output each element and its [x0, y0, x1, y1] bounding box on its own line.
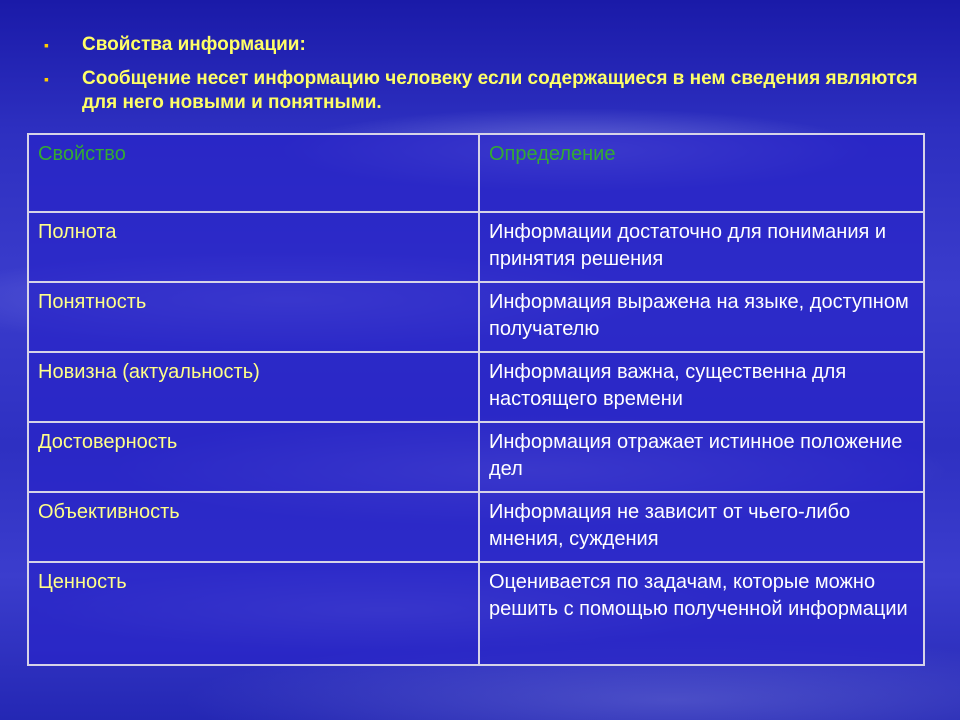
definition-cell: Информации достаточно для понимания и принятия решения: [479, 212, 924, 282]
property-cell: Полнота: [28, 212, 479, 282]
definition-cell: Информация выражена на языке, доступном получателю: [479, 282, 924, 352]
properties-table: [27, 133, 925, 666]
header-definition: Определение: [479, 134, 924, 212]
definition-cell: Оценивается по задачам, которые можно решить с помощью полученной информации: [479, 562, 924, 665]
table-row: [28, 422, 924, 492]
header-property: Свойство: [28, 134, 479, 212]
table-row: [28, 562, 924, 665]
property-cell: Ценность: [28, 562, 479, 665]
bullet-item-message: [40, 67, 920, 115]
bullet-text: Сообщение несет информацию человеку если содержащиеся в нем сведения являются для него новыми и понятными.: [82, 68, 918, 113]
property-cell: Новизна (актуальность): [28, 352, 479, 422]
square-bullet-icon: ▪: [44, 71, 49, 87]
table-row: [28, 352, 924, 422]
property-cell: Объективность: [28, 492, 479, 562]
bullet-item-properties-title: [40, 33, 920, 57]
definition-cell: Информация важна, существенна для настоящего времени: [479, 352, 924, 422]
table-row: [28, 282, 924, 352]
square-bullet-icon: ▪: [44, 37, 49, 53]
bullet-list: [40, 33, 920, 125]
property-cell: Достоверность: [28, 422, 479, 492]
property-cell: Понятность: [28, 282, 479, 352]
table-row: [28, 212, 924, 282]
bullet-text: Свойства информации:: [82, 34, 306, 55]
definition-cell: Информация не зависит от чьего-либо мнения, суждения: [479, 492, 924, 562]
table-row: [28, 492, 924, 562]
definition-cell: Информация отражает истинное положение дел: [479, 422, 924, 492]
table-header-row: [28, 134, 924, 212]
